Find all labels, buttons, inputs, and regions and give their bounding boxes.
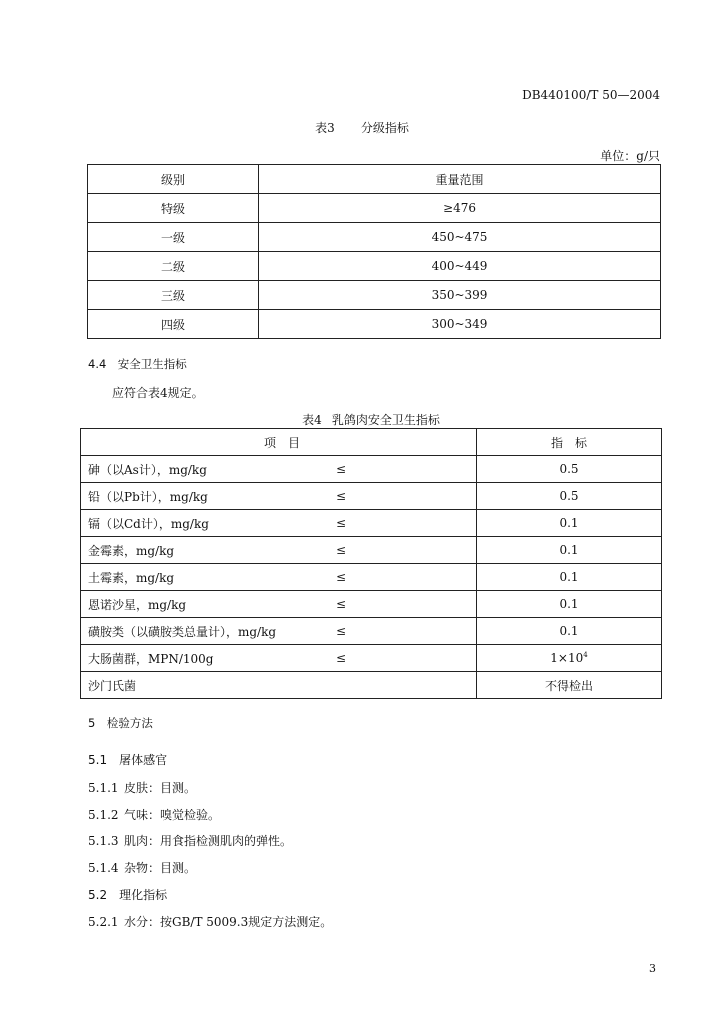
value-cell: 0.1 [477,537,662,564]
table-row [81,483,662,510]
value-cell [477,645,662,672]
operator: ≤ [336,516,347,530]
table-row [88,310,661,339]
clause-number: 5.2.1 [88,915,119,929]
item-cell [81,591,477,618]
safety-table [80,428,662,699]
clause-number: 5.1.3 [88,834,119,848]
item-label: 土霉素，mg/kg [88,570,175,585]
header-item: 项 目 [81,429,477,456]
operator: ≤ [336,489,347,503]
table3-unit: 单位：g/只 [600,149,660,163]
operator: ≤ [336,597,347,611]
table-row [81,537,662,564]
operator: ≤ [336,624,347,638]
operator: ≤ [336,462,347,476]
item-cell [81,510,477,537]
clause-5-1-3 [88,832,292,849]
operator: ≤ [336,543,347,557]
grade-cell: 一级 [88,223,259,252]
section-5-1-heading: 5.1 屠体感官 [88,753,168,767]
clause-text: 气味：嗅觉检验。 [124,808,221,822]
clause-text: 水分：按GB/T 5009.3规定方法测定。 [124,915,333,929]
document-code: DB440100/T 50—2004 [522,88,660,102]
table-row [88,252,661,281]
item-cell [81,672,477,699]
clause-number: 5.1.1 [88,781,119,795]
table4-caption [0,411,724,428]
clause-5-1-1 [88,779,196,796]
page-number: 3 [649,962,656,975]
grade-cell: 二级 [88,252,259,281]
value-cell: 0.1 [477,591,662,618]
clause-text: 皮肤：目测。 [124,781,197,795]
item-label: 铅（以Pb计），mg/kg [88,489,208,504]
value-cell: 0.5 [477,483,662,510]
operator: ≤ [336,651,347,665]
table3-title: 分级指标 [360,121,409,135]
clause-number: 5.1.2 [88,808,119,822]
value-cell: 0.1 [477,510,662,537]
clause-5-1-2 [88,806,220,823]
value-exponent: 4 [583,651,588,659]
section-5-2-heading: 5.2 理化指标 [88,888,168,902]
weight-cell: 350~399 [259,281,661,310]
section-4-4-text: 应符合表4规定。 [112,386,204,400]
item-cell [81,564,477,591]
header-indicator: 指 标 [477,429,662,456]
item-cell [81,618,477,645]
grade-table [87,164,661,339]
grade-cell: 四级 [88,310,259,339]
item-cell [81,645,477,672]
value-cell: 不得检出 [477,672,662,699]
value-cell: 0.1 [477,564,662,591]
weight-cell: ≥476 [259,194,661,223]
item-cell [81,456,477,483]
clause-number: 5.1.4 [88,861,119,875]
clause-5-2-1 [88,913,332,930]
grade-cell: 特级 [88,194,259,223]
table-row [81,618,662,645]
table-row [88,223,661,252]
item-label: 大肠菌群，MPN/100g [88,651,214,666]
value-base: 1×10 [550,651,584,665]
table-row [81,456,662,483]
operator: ≤ [336,570,347,584]
item-label: 沙门氏菌 [88,678,137,693]
value-cell: 0.1 [477,618,662,645]
table3-caption [0,119,724,136]
item-label: 镉（以Cd计），mg/kg [88,516,209,531]
clause-5-1-4 [88,859,196,876]
header-grade: 级别 [88,165,259,194]
table-row [81,564,662,591]
table-row [88,194,661,223]
table-row [81,591,662,618]
table-header-row [81,429,662,456]
table4-title: 乳鸽肉安全卫生指标 [331,413,440,427]
table-row [81,510,662,537]
weight-cell: 400~449 [259,252,661,281]
header-weight-range: 重量范围 [259,165,661,194]
item-cell [81,483,477,510]
item-label: 金霉素，mg/kg [88,543,175,558]
item-cell [81,537,477,564]
value-cell: 0.5 [477,456,662,483]
grade-cell: 三级 [88,281,259,310]
table-row [81,645,662,672]
section-5-heading: 5 检验方法 [88,716,153,730]
section-4-4-heading: 4.4 安全卫生指标 [88,357,187,371]
item-label: 磺胺类（以磺胺类总量计），mg/kg [88,624,277,639]
table-row [81,672,662,699]
table3-number: 表3 [315,121,335,135]
table-header-row [88,165,661,194]
table-row [88,281,661,310]
clause-text: 杂物：目测。 [124,861,197,875]
item-label: 恩诺沙星，mg/kg [88,597,187,612]
clause-text: 肌肉：用食指检测肌肉的弹性。 [124,834,293,848]
weight-cell: 450~475 [259,223,661,252]
item-label: 砷（以As计），mg/kg [88,462,207,477]
weight-cell: 300~349 [259,310,661,339]
table4-number: 表4 [302,413,322,427]
